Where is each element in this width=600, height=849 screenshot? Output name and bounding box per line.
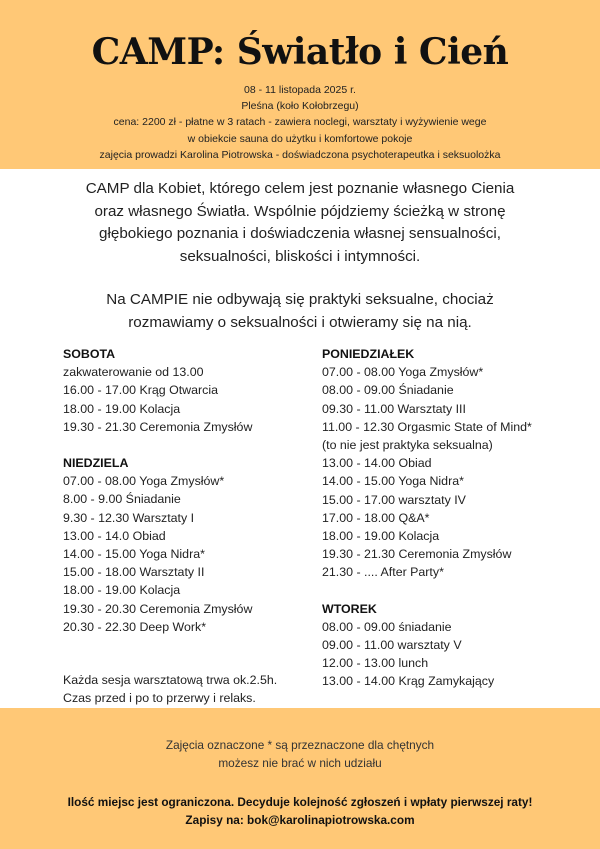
page-title: CAMP: Światło i Cień	[91, 31, 509, 73]
schedule-item: 16.00 - 17.00 Krąg Otwarcia	[63, 383, 218, 398]
day-tuesday	[322, 600, 532, 691]
intro-line: oraz własnego Światła. Wspólnie pójdziemy ścieżką w stronę	[94, 202, 506, 220]
note-line: Czas przed i po to przerwy i relaks.	[63, 691, 256, 706]
schedule-item: 09.30 - 11.00 Warsztaty III	[322, 401, 466, 416]
optional-activities-note	[0, 737, 600, 772]
schedule-item: (to nie jest praktyka seksualna)	[322, 438, 493, 453]
schedule-item: 8.00 - 9.00 Śniadanie	[63, 492, 181, 507]
note-line: Każda sesja warsztatową trwa ok.2.5h.	[63, 673, 278, 687]
schedule-item: 19.30 - 21.30 Ceremonia Zmysłów	[63, 419, 253, 434]
event-dates: 08 - 11 listopada 2025 r.	[244, 84, 356, 96]
schedule-item: zakwaterowanie od 13.00	[63, 365, 204, 380]
workshop-note	[63, 671, 277, 707]
schedule-item: 11.00 - 12.30 Orgasmic State of Mind*	[322, 419, 532, 434]
day-title: PONIEDZIAŁEK	[322, 347, 415, 361]
intro-line: głębokiego poznania i doświadczenia własnej sensualności,	[99, 225, 501, 243]
limited-places-text: Ilość miejsc jest ograniczona. Decyduje kolejność zgłoszeń i wpłaty pierwszej raty!	[67, 795, 533, 809]
intro-line: rozmawiamy o seksualności i otwieramy się na nią.	[128, 313, 472, 331]
day-title: SOBOTA	[63, 347, 116, 361]
schedule-item: 07.00 - 08.00 Yoga Zmysłów*	[63, 474, 225, 489]
day-monday	[322, 345, 532, 582]
event-amenities: w obiekcie sauna do użytku i komfortowe pokoje	[187, 132, 413, 145]
intro-line: Na CAMPIE nie odbywają się praktyki seksualne, chociaż	[106, 291, 494, 309]
event-price: cena: 2200 zł - płatne w 3 ratach - zawiera noclegi, warsztaty i wyżywienie wege	[113, 116, 487, 129]
schedule-item: 18.00 - 19.00 Kolacja	[322, 529, 440, 544]
schedule-right-column	[322, 345, 532, 709]
day-sunday	[63, 454, 252, 636]
schedule-item: 14.00 - 15.00 Yoga Nidra*	[322, 474, 464, 489]
intro-line: CAMP dla Kobiet, którego celem jest poznanie własnego Cienia	[85, 180, 515, 197]
day-title: NIEDZIELA	[63, 456, 129, 471]
schedule-item: 09.00 - 11.00 warsztaty V	[322, 638, 462, 653]
schedule-item: 9.30 - 12.30 Warsztaty I	[63, 510, 195, 525]
schedule-item: 18.00 - 19.00 Kolacja	[63, 583, 181, 598]
optional-line: Zajęcia oznaczone * są przeznaczone dla chętnych	[165, 738, 435, 752]
schedule-item: 19.30 - 21.30 Ceremonia Zmysłów	[322, 547, 512, 562]
intro-paragraph	[0, 178, 600, 268]
day-title: WTOREK	[322, 601, 377, 616]
schedule-item: 18.00 - 19.00 Kolacja	[63, 401, 181, 416]
event-info	[0, 82, 600, 163]
optional-line: możesz nie brać w nich udziału	[218, 755, 382, 770]
schedule-item: 13.00 - 14.0 Obiad	[63, 528, 166, 543]
schedule-item: 17.00 - 18.00 Q&A*	[322, 510, 430, 525]
schedule-item: 13.00 - 14.00 Krąg Zamykający	[322, 674, 495, 689]
schedule-item: 08.00 - 09.00 Śniadanie	[322, 383, 454, 398]
schedule-item: 21.30 - .... After Party*	[322, 565, 444, 580]
event-host: zajęcia prowadzi Karolina Piotrowska - doświadczona psychoterapeutka i seksuolożka	[99, 148, 501, 161]
schedule-left-column	[63, 345, 252, 654]
schedule-item: 12.00 - 13.00 lunch	[322, 656, 429, 671]
signup-email: Zapisy na: bok@karolinapiotrowska.com	[185, 813, 415, 827]
header-banner	[0, 0, 600, 169]
intro-line: seksualności, bliskości i intymności.	[179, 247, 421, 265]
intro-text	[0, 178, 600, 335]
schedule-item: 20.30 - 22.30 Deep Work*	[63, 619, 207, 634]
day-saturday	[63, 345, 252, 436]
footer-banner	[0, 708, 600, 849]
schedule-item: 14.00 - 15.00 Yoga Nidra*	[63, 547, 205, 562]
schedule-item: 07.00 - 08.00 Yoga Zmysłów*	[322, 365, 484, 380]
schedule-item: 15.00 - 17.00 warsztaty IV	[322, 492, 466, 507]
schedule-item: 08.00 - 09.00 śniadanie	[322, 619, 452, 634]
signup-info	[0, 793, 600, 829]
event-location: Pleśna (koło Kołobrzegu)	[241, 100, 359, 113]
intro-disclaimer	[0, 289, 600, 334]
schedule-item: 13.00 - 14.00 Obiad	[322, 456, 432, 471]
schedule-item: 15.00 - 18.00 Warsztaty II	[63, 565, 205, 580]
schedule-item: 19.30 - 20.30 Ceremonia Zmysłów	[63, 601, 253, 616]
